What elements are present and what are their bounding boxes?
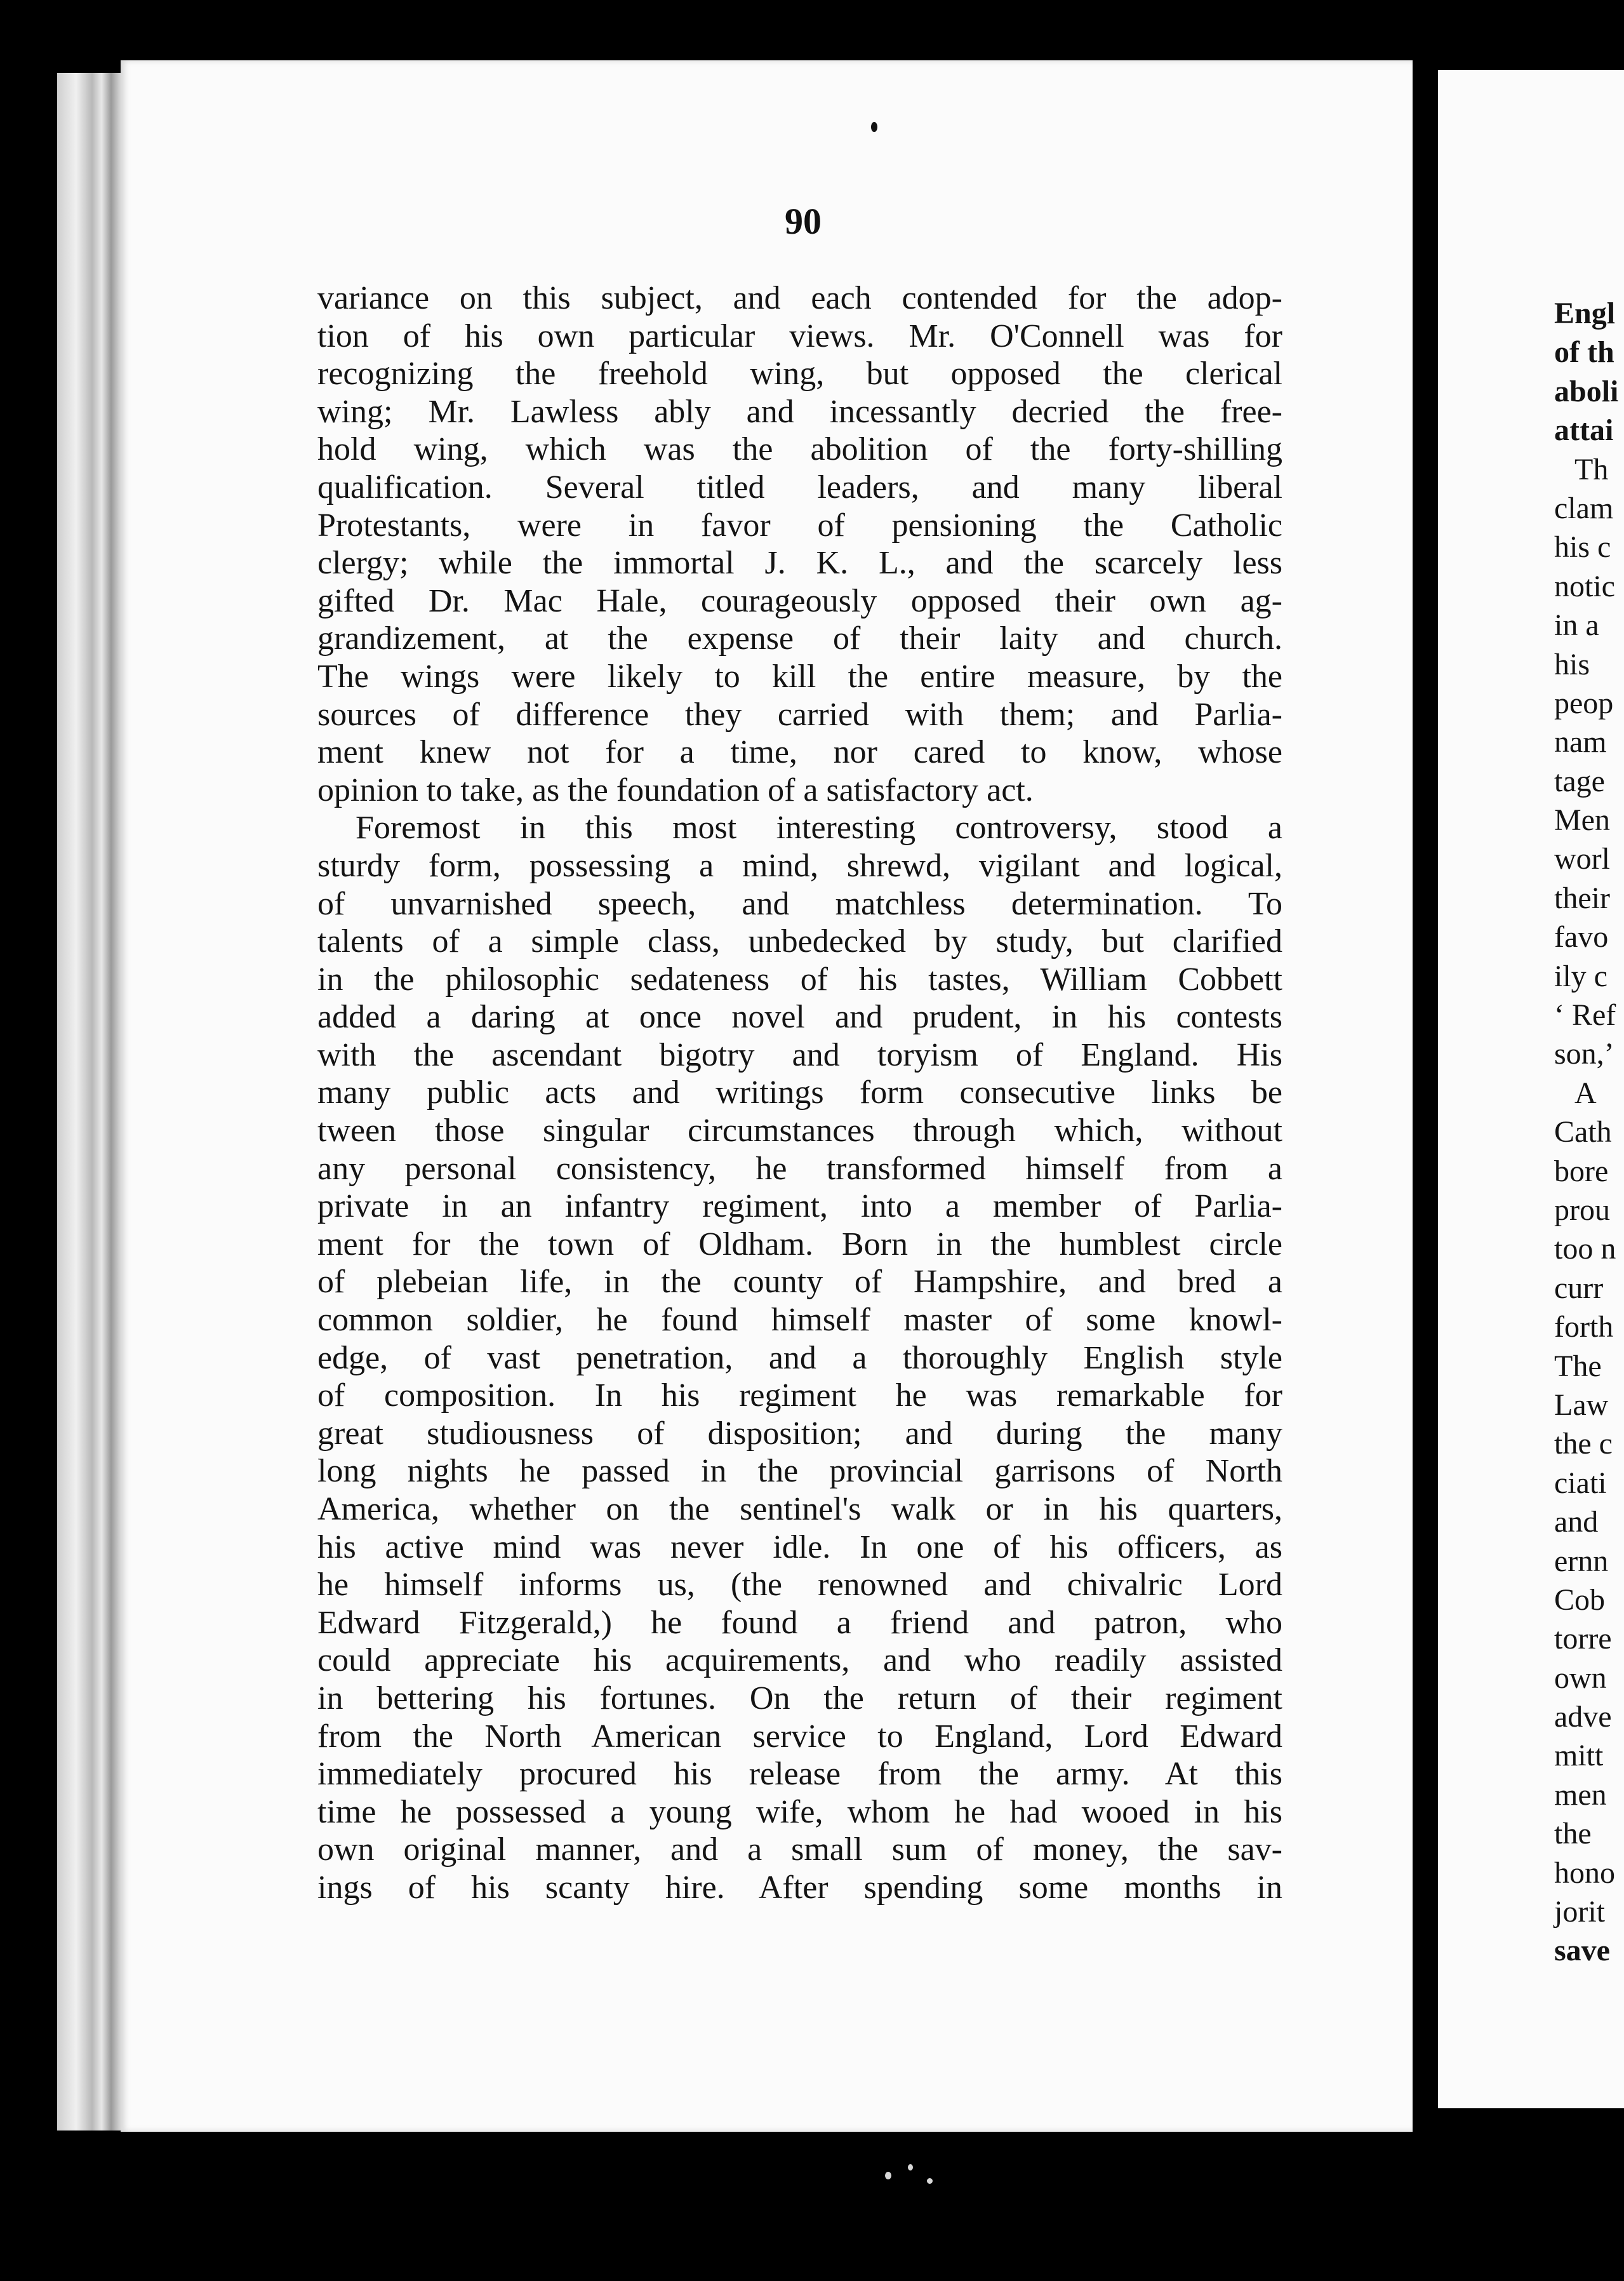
scan-specks: [882, 2159, 959, 2197]
text-line: qualification. Several titled leaders, and many liberal: [317, 469, 1282, 505]
text-line: private in an infantry regiment, into a member of Parlia-: [317, 1188, 1282, 1225]
text-line: he himself informs us, (the renowned and chivalric Lord: [317, 1567, 1282, 1603]
text-fragment: own: [1554, 1661, 1607, 1695]
text-fragment: jorit: [1554, 1895, 1605, 1929]
ink-speck: [885, 2172, 891, 2179]
text-line: tion of his own particular views. Mr. O'Connell was for: [317, 318, 1282, 354]
text-line: could appreciate his acquirements, and who readily assisted: [317, 1642, 1282, 1679]
text-line: of unvarnished speech, and matchless determination. To: [317, 885, 1282, 922]
text-fragment: prou: [1554, 1193, 1610, 1227]
text-line: edge, of vast penetration, and a thoroughly English style: [317, 1339, 1282, 1376]
text-fragment: A: [1574, 1076, 1597, 1110]
text-line: of plebeian life, in the county of Hampshire, and bred a: [317, 1264, 1282, 1301]
text-line: wing; Mr. Lawless ably and incessantly decried the free-: [317, 393, 1282, 430]
text-fragment: Th: [1574, 452, 1609, 486]
text-fragment: peop: [1554, 686, 1614, 720]
text-line: from the North American service to England, Lord Edward: [317, 1718, 1282, 1755]
text-line: time he possessed a young wife, whom he had wooed in his: [317, 1793, 1282, 1830]
text-line: his active mind was never idle. In one of his officers, as: [317, 1528, 1282, 1565]
text-line: in bettering his fortunes. On the return of their regiment: [317, 1680, 1282, 1716]
text-line: opinion to take, as the foundation of a satisfactory act.: [317, 772, 1034, 808]
text-fragment: the: [1554, 1817, 1592, 1851]
text-line: The wings were likely to kill the entire measure, by the: [317, 658, 1282, 695]
text-fragment: their: [1554, 881, 1610, 915]
text-fragment: the c: [1554, 1427, 1613, 1461]
text-fragment: curr: [1554, 1271, 1604, 1305]
text-line: immediately procured his release from the army. At this: [317, 1756, 1282, 1793]
text-fragment: in a: [1554, 608, 1599, 643]
text-line: with the ascendant bigotry and toryism of England. His: [317, 1036, 1282, 1073]
text-line: variance on this subject, and each contended for the adop-: [317, 280, 1282, 316]
text-fragment: attai: [1554, 413, 1614, 448]
text-line: great studiousness of disposition; and during the many: [317, 1415, 1282, 1452]
text-fragment: forth: [1554, 1310, 1614, 1344]
text-line: Edward Fitzgerald,) he found a friend and patron, who: [317, 1604, 1282, 1641]
text-line: talents of a simple class, unbedecked by study, but clarified: [317, 923, 1282, 960]
text-line: hold wing, which was the abolition of the forty-shilling: [317, 431, 1282, 468]
text-line: ment knew not for a time, nor cared to know, whose: [317, 734, 1282, 771]
text-line: Foremost in this most interesting controversy, stood a: [356, 810, 1282, 846]
text-line: in the philosophic sedateness of his tastes, William Cobbett: [317, 961, 1282, 998]
text-fragment: bore: [1554, 1154, 1609, 1188]
text-fragment: Cath: [1554, 1115, 1612, 1149]
text-fragment: his c: [1554, 530, 1611, 565]
text-line: tween those singular circumstances through which, without: [317, 1113, 1282, 1149]
text-fragment: his: [1554, 647, 1590, 681]
text-line: clergy; while the immortal J. K. L., and the scarcely less: [317, 545, 1282, 582]
text-fragment: clam: [1554, 491, 1614, 525]
text-line: grandizement, at the expense of their laity and church.: [317, 620, 1282, 657]
text-fragment: notic: [1554, 569, 1615, 603]
text-fragment: aboli: [1554, 374, 1619, 408]
ink-speck: [908, 2164, 913, 2171]
text-fragment: and: [1554, 1505, 1599, 1539]
page-body-text: [317, 279, 1282, 1907]
text-line: added a daring at once novel and prudent, in his contests: [317, 999, 1282, 1036]
text-line: any personal consistency, he transformed himself from a: [317, 1150, 1282, 1187]
facing-page-text: [1554, 294, 1624, 1970]
text-line: ment for the town of Oldham. Born in the humblest circle: [317, 1226, 1282, 1262]
text-fragment: hono: [1554, 1856, 1615, 1890]
text-line: sturdy form, possessing a mind, shrewd, vigilant and logical,: [317, 847, 1282, 884]
ink-speck: [871, 122, 877, 132]
text-fragment: The: [1554, 1349, 1602, 1383]
text-fragment: of th: [1554, 335, 1614, 370]
text-fragment: ciati: [1554, 1466, 1607, 1500]
text-fragment: worl: [1554, 842, 1610, 876]
text-line: common soldier, he found himself master of some knowl-: [317, 1302, 1282, 1339]
text-fragment: nam: [1554, 725, 1607, 759]
ink-speck: [927, 2178, 933, 2184]
text-fragment: son,’: [1554, 1037, 1614, 1071]
text-fragment: Cob: [1554, 1582, 1606, 1617]
book-binding-edge: [57, 73, 121, 2130]
text-fragment: adve: [1554, 1700, 1612, 1734]
text-fragment: too n: [1554, 1232, 1616, 1266]
text-fragment: ‘ Ref: [1554, 998, 1616, 1033]
text-line: own original manner, and a small sum of money, the sav-: [317, 1831, 1282, 1868]
text-fragment: men: [1554, 1777, 1607, 1812]
text-line: long nights he passed in the provincial garrisons of North: [317, 1453, 1282, 1490]
text-line: recognizing the freehold wing, but opposed the clerical: [317, 356, 1282, 392]
text-line: America, whether on the sentinel's walk or in his quarters,: [317, 1491, 1282, 1527]
text-fragment: tage: [1554, 764, 1605, 798]
page-number: 90: [785, 201, 822, 242]
text-line: of composition. In his regiment he was remarkable for: [317, 1377, 1282, 1414]
text-fragment: torre: [1554, 1622, 1612, 1656]
text-fragment: Men: [1554, 803, 1610, 838]
text-line: gifted Dr. Mac Hale, courageously opposed their own ag-: [317, 582, 1282, 619]
text-fragment: ernn: [1554, 1544, 1609, 1578]
text-fragment: ily c: [1554, 959, 1607, 993]
text-fragment: Engl: [1554, 297, 1616, 330]
text-fragment: Law: [1554, 1388, 1609, 1422]
text-line: Protestants, were in favor of pensioning the Catholic: [317, 507, 1282, 544]
text-fragment: favo: [1554, 920, 1609, 954]
text-line: many public acts and writings form consecutive links be: [317, 1074, 1282, 1111]
text-fragment: save: [1554, 1934, 1610, 1968]
text-fragment: mitt: [1554, 1739, 1604, 1773]
text-line: ings of his scanty hire. After spending some months in: [317, 1869, 1282, 1906]
text-line: sources of difference they carried with them; and Parlia-: [317, 696, 1282, 733]
